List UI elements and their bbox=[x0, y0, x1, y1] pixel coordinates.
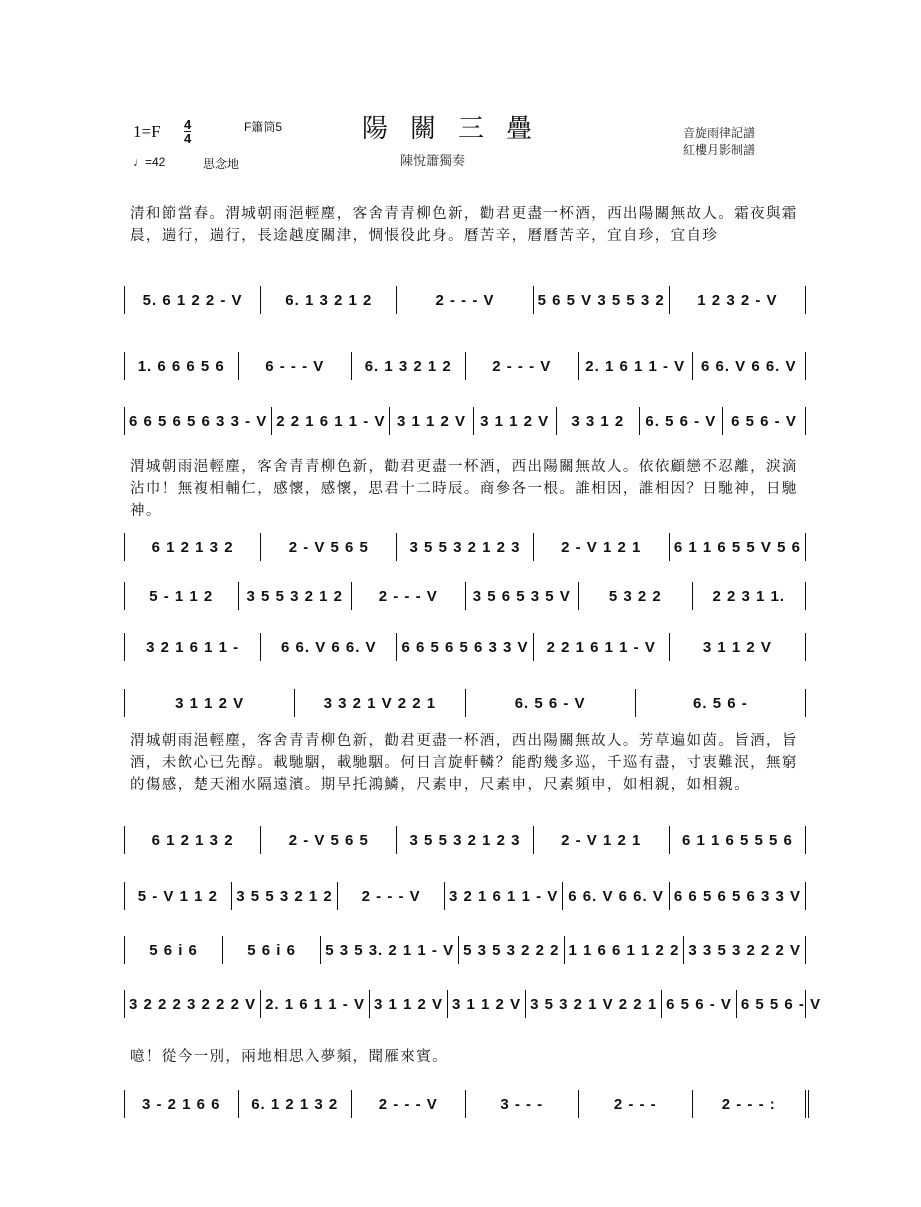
measure: 5 6 i 6 bbox=[125, 936, 223, 964]
measure: 6. 1 3 2 1 2 bbox=[261, 286, 397, 314]
measure: 2 - V 5 6 5 bbox=[261, 826, 397, 854]
instrument-label: F簫筒5 bbox=[244, 120, 283, 134]
measure: 2 - - - bbox=[579, 1090, 693, 1118]
measure: 6. 1 3 2 1 2 bbox=[352, 352, 466, 380]
measure: 5 3 2 2 bbox=[579, 582, 693, 610]
measure: 6 1 1 6 5 5 V 5 6 bbox=[673, 538, 801, 556]
measure: 2 - - - V bbox=[338, 882, 445, 910]
measure: 2. 1 6 1 1 - V bbox=[261, 990, 370, 1018]
measure: 2 2 3 1 1. bbox=[712, 587, 786, 605]
staff-line bbox=[124, 882, 806, 910]
measure: 1. 6 6 6 5 6 bbox=[125, 352, 239, 380]
tempo-marking: ♩=42 bbox=[133, 155, 166, 169]
measure: 6 1 2 1 3 2 bbox=[125, 533, 261, 561]
credit-transcriber: 音旋雨律記譜 bbox=[683, 126, 756, 140]
measure: 3 2 1 6 1 1 - bbox=[125, 633, 261, 661]
measure: 3 5 5 3 2 1 2 3 bbox=[397, 826, 533, 854]
time-signature-top: 4 bbox=[184, 117, 192, 132]
measure: 6 1 1 6 5 5 5 6 bbox=[681, 831, 793, 849]
key-signature: 1=F bbox=[133, 122, 161, 141]
measure: 1 1 6 6 1 1 2 2 bbox=[565, 936, 685, 964]
measure: 6. 1 2 1 3 2 bbox=[239, 1090, 353, 1118]
measure: 3 1 1 2 V bbox=[370, 990, 448, 1018]
measure: 3 5 6 5 3 5 V bbox=[466, 582, 580, 610]
measure: 5 - 1 1 2 bbox=[125, 582, 239, 610]
measure: 6 6. V 6 6. V bbox=[700, 357, 797, 375]
measure: 6 - - - V bbox=[239, 352, 353, 380]
measure: 2 - - - V bbox=[397, 286, 533, 314]
measure: 3 2 1 6 1 1 - V bbox=[445, 882, 563, 910]
staff-line bbox=[124, 990, 822, 1018]
measure: 3 1 1 2 V bbox=[125, 689, 295, 717]
measure: 2 - - - V bbox=[352, 1090, 466, 1118]
staff-line bbox=[124, 407, 806, 435]
measure: 3 - - - bbox=[466, 1090, 580, 1118]
measure: 2 - - - : bbox=[721, 1095, 776, 1113]
measure: 2 - - - V bbox=[352, 582, 466, 610]
measure: 2 - V 1 2 1 bbox=[534, 533, 670, 561]
staff-line bbox=[124, 826, 806, 854]
measure: 3 1 1 2 V bbox=[390, 407, 473, 435]
time-signature bbox=[184, 118, 191, 145]
lyrics-verse-4: 噫！從今一別，兩地相思入夢頻，聞雁來賓。 bbox=[130, 1049, 448, 1065]
measure: 6 6. V 6 6. V bbox=[261, 633, 397, 661]
measure: 2 - V 1 2 1 bbox=[534, 826, 670, 854]
lyrics-verse-1: 清和節當春。渭城朝雨浥輕塵，客舍青青柳色新，勸君更盡一杯酒，西出陽關無故人。霜夜與霜晨，遄行，遄行，長途越度關津，惆悵役此身。曆苦辛，曆曆苦辛，宜自珍，宜自珍 bbox=[130, 206, 798, 244]
staff-line bbox=[124, 352, 806, 380]
measure: 6 5 6 - V bbox=[662, 990, 737, 1018]
lyrics-verse-3: 渭城朝雨浥輕塵，客舍青青柳色新，勸君更盡一杯酒，西出陽關無故人。芳草遍如茵。旨酒，旨酒，未飲心已先醇。載馳駰，載馳駰。何日言旋軒轔？能酌幾多巡，千巡有盡，寸衷難泯，無窮的傷感，楚天湘水隔遠濱。期早托鴻鱗，尺素申，尺素申，尺素頻申，如相親，如相親。 bbox=[130, 733, 798, 793]
measure: 6 6 5 6 5 6 3 3 V bbox=[673, 887, 802, 905]
measure: 3 1 1 2 V bbox=[474, 407, 557, 435]
staff-line bbox=[124, 1090, 809, 1118]
staff-line bbox=[124, 936, 806, 964]
measure: 3 3 5 3 2 2 2 V bbox=[688, 941, 801, 959]
measure: 3 3 2 1 V 2 2 1 bbox=[295, 689, 465, 717]
measure: 6 6 5 6 5 6 3 3 V bbox=[397, 633, 533, 661]
measure: 6 6 5 6 5 6 3 3 - V bbox=[125, 407, 272, 435]
measure: 5 6 5 V 3 5 5 3 2 bbox=[534, 286, 670, 314]
measure: 6. 5 6 - V bbox=[466, 689, 636, 717]
measure: 3 - 2 1 6 6 bbox=[125, 1090, 239, 1118]
measure: 5 3 5 3. 2 1 1 - V bbox=[321, 936, 459, 964]
measure: 2. 1 6 1 1 - V bbox=[579, 352, 693, 380]
measure: 3 5 5 3 2 1 2 bbox=[239, 582, 353, 610]
time-signature-bottom: 4 bbox=[184, 131, 192, 146]
page-subtitle: 陳悅簫獨奏 bbox=[400, 154, 466, 169]
measure: 1 2 3 2 - V bbox=[697, 291, 778, 309]
staff-line bbox=[124, 689, 806, 717]
measure: 3 5 5 3 2 1 2 bbox=[232, 882, 339, 910]
measure: 5 - V 1 1 2 bbox=[125, 882, 232, 910]
measure: 6 5 5 6 - V bbox=[740, 995, 822, 1013]
expression-marking: 思念地 bbox=[203, 157, 240, 171]
measure: 2 2 1 6 1 1 - V bbox=[534, 633, 670, 661]
credit-engraver: 紅樓月影制譜 bbox=[683, 143, 756, 157]
lyrics-verse-2: 渭城朝雨浥輕塵，客舍青青柳色新，勸君更盡一杯酒，西出陽關無故人。依依顧戀不忍離，淚滴沾巾！無複相輔仁，感懷，感懷，思君十二時辰。商參各一根。誰相因，誰相因？日馳神，日馳神。 bbox=[130, 459, 798, 519]
measure: 2 2 1 6 1 1 - V bbox=[272, 407, 390, 435]
measure: 5. 6 1 2 2 - V bbox=[125, 286, 261, 314]
measure: 6. 5 6 - bbox=[693, 694, 748, 712]
measure: 5 6 i 6 bbox=[223, 936, 321, 964]
staff-line bbox=[124, 582, 806, 610]
measure: 2 - - - V bbox=[466, 352, 580, 380]
measure: 6 6. V 6 6. V bbox=[563, 882, 670, 910]
measure: 3 3 1 2 bbox=[557, 407, 640, 435]
staff-line bbox=[124, 633, 806, 661]
staff-line bbox=[124, 533, 806, 561]
measure: 3 2 2 2 3 2 2 2 V bbox=[125, 990, 261, 1018]
measure: 3 5 3 2 1 V 2 2 1 bbox=[526, 990, 662, 1018]
page-title: 陽關三疊 bbox=[362, 114, 555, 144]
measure: 2 - V 5 6 5 bbox=[261, 533, 397, 561]
measure: 6. 5 6 - V bbox=[640, 407, 723, 435]
measure: 3 1 1 2 V bbox=[448, 990, 526, 1018]
measure: 6 5 6 - V bbox=[731, 412, 797, 430]
measure: 3 1 1 2 V bbox=[702, 638, 772, 656]
measure: 3 5 5 3 2 1 2 3 bbox=[397, 533, 533, 561]
measure: 5 3 5 3 2 2 2 bbox=[459, 936, 564, 964]
staff-line bbox=[124, 286, 806, 314]
measure: 6 1 2 1 3 2 bbox=[125, 826, 261, 854]
